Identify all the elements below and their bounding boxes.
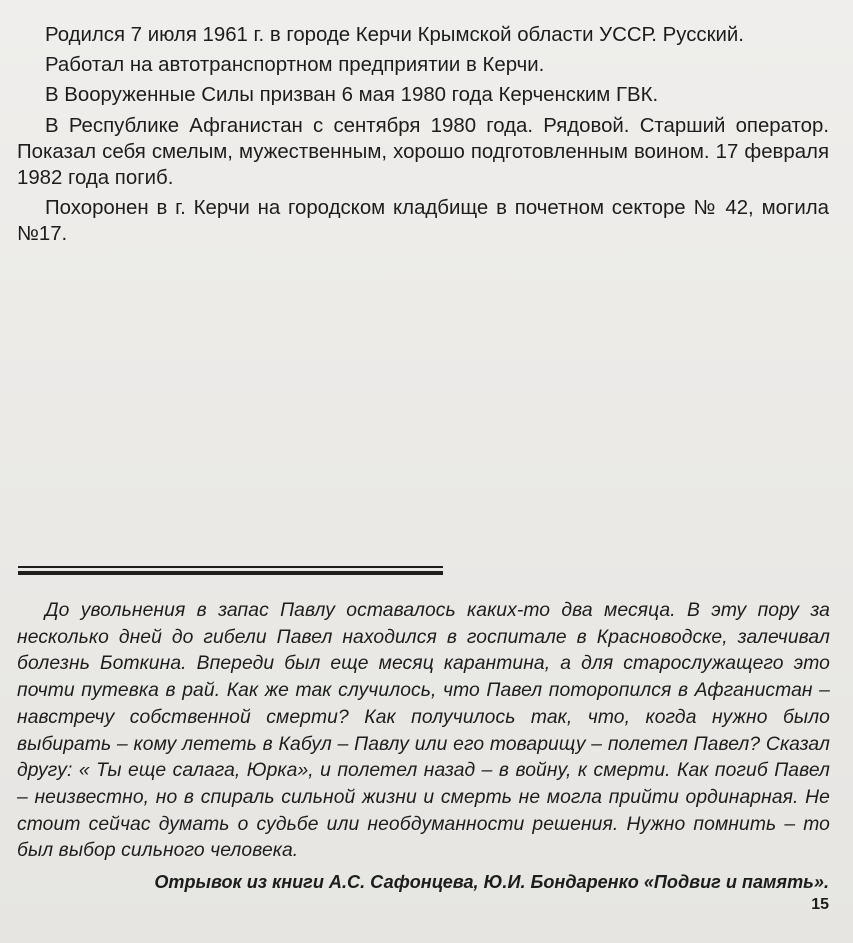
bio-paragraph-birth: Родился 7 июля 1961 г. в городе Керчи Крымской области УССР. Русский. <box>45 24 744 46</box>
bio-paragraph-burial: Похоронен в г. Керчи на городском кладбище в почетном секторе № 42, могила №17. <box>17 197 829 246</box>
excerpt-text: До увольнения в запас Павлу оставалось каких-то два месяца. В эту пору за несколько дней до гибели Павел находился в госпитале в Красноводске, залечивал болезнь Боткина. Впереди был еще месяц карантина, а для старослужащего это почти путевка в рай. Как же так случилось, что Павел поторопился в Афганистан – навстречу собственной смерти? Как получилось так, что, когда нужно было выбирать – кому лететь в Кабул – Павлу или его товарищу – полетел Павел? Сказал другу: « Ты еще салага, Юрка», и полетел назад – в войну, к смерти. Как погиб Павел – неизвестно, но в спираль сильной жизни и смерть не могла прийти ординарная. Не стоит сейчас думать о судьбе или необдуманности решения. Нужно помнить – то был выбор сильного человека. <box>17 600 830 862</box>
bio-paragraph-work: Работал на автотранспортном предприятии в Керчи. <box>45 54 545 77</box>
bio-paragraph-conscription: В Вооруженные Силы призван 6 мая 1980 года Керченским ГВК. <box>45 84 659 107</box>
excerpt-source: Отрывок из книги А.С. Сафонцева, Ю.И. Бондаренко «Подвиг и память». <box>154 872 829 892</box>
excerpt <box>17 598 830 865</box>
bio-paragraph-service: В Республике Афганистан с сентября 1980 года. Рядовой. Старший оператор. Показал себя смелым, мужественным, хорошо подготовленным воином. 17 февраля 1982 года погиб. <box>17 114 829 190</box>
section-divider-thick <box>18 571 443 575</box>
page-number: 15 <box>811 896 829 913</box>
section-divider <box>18 566 443 568</box>
biography <box>17 22 829 252</box>
